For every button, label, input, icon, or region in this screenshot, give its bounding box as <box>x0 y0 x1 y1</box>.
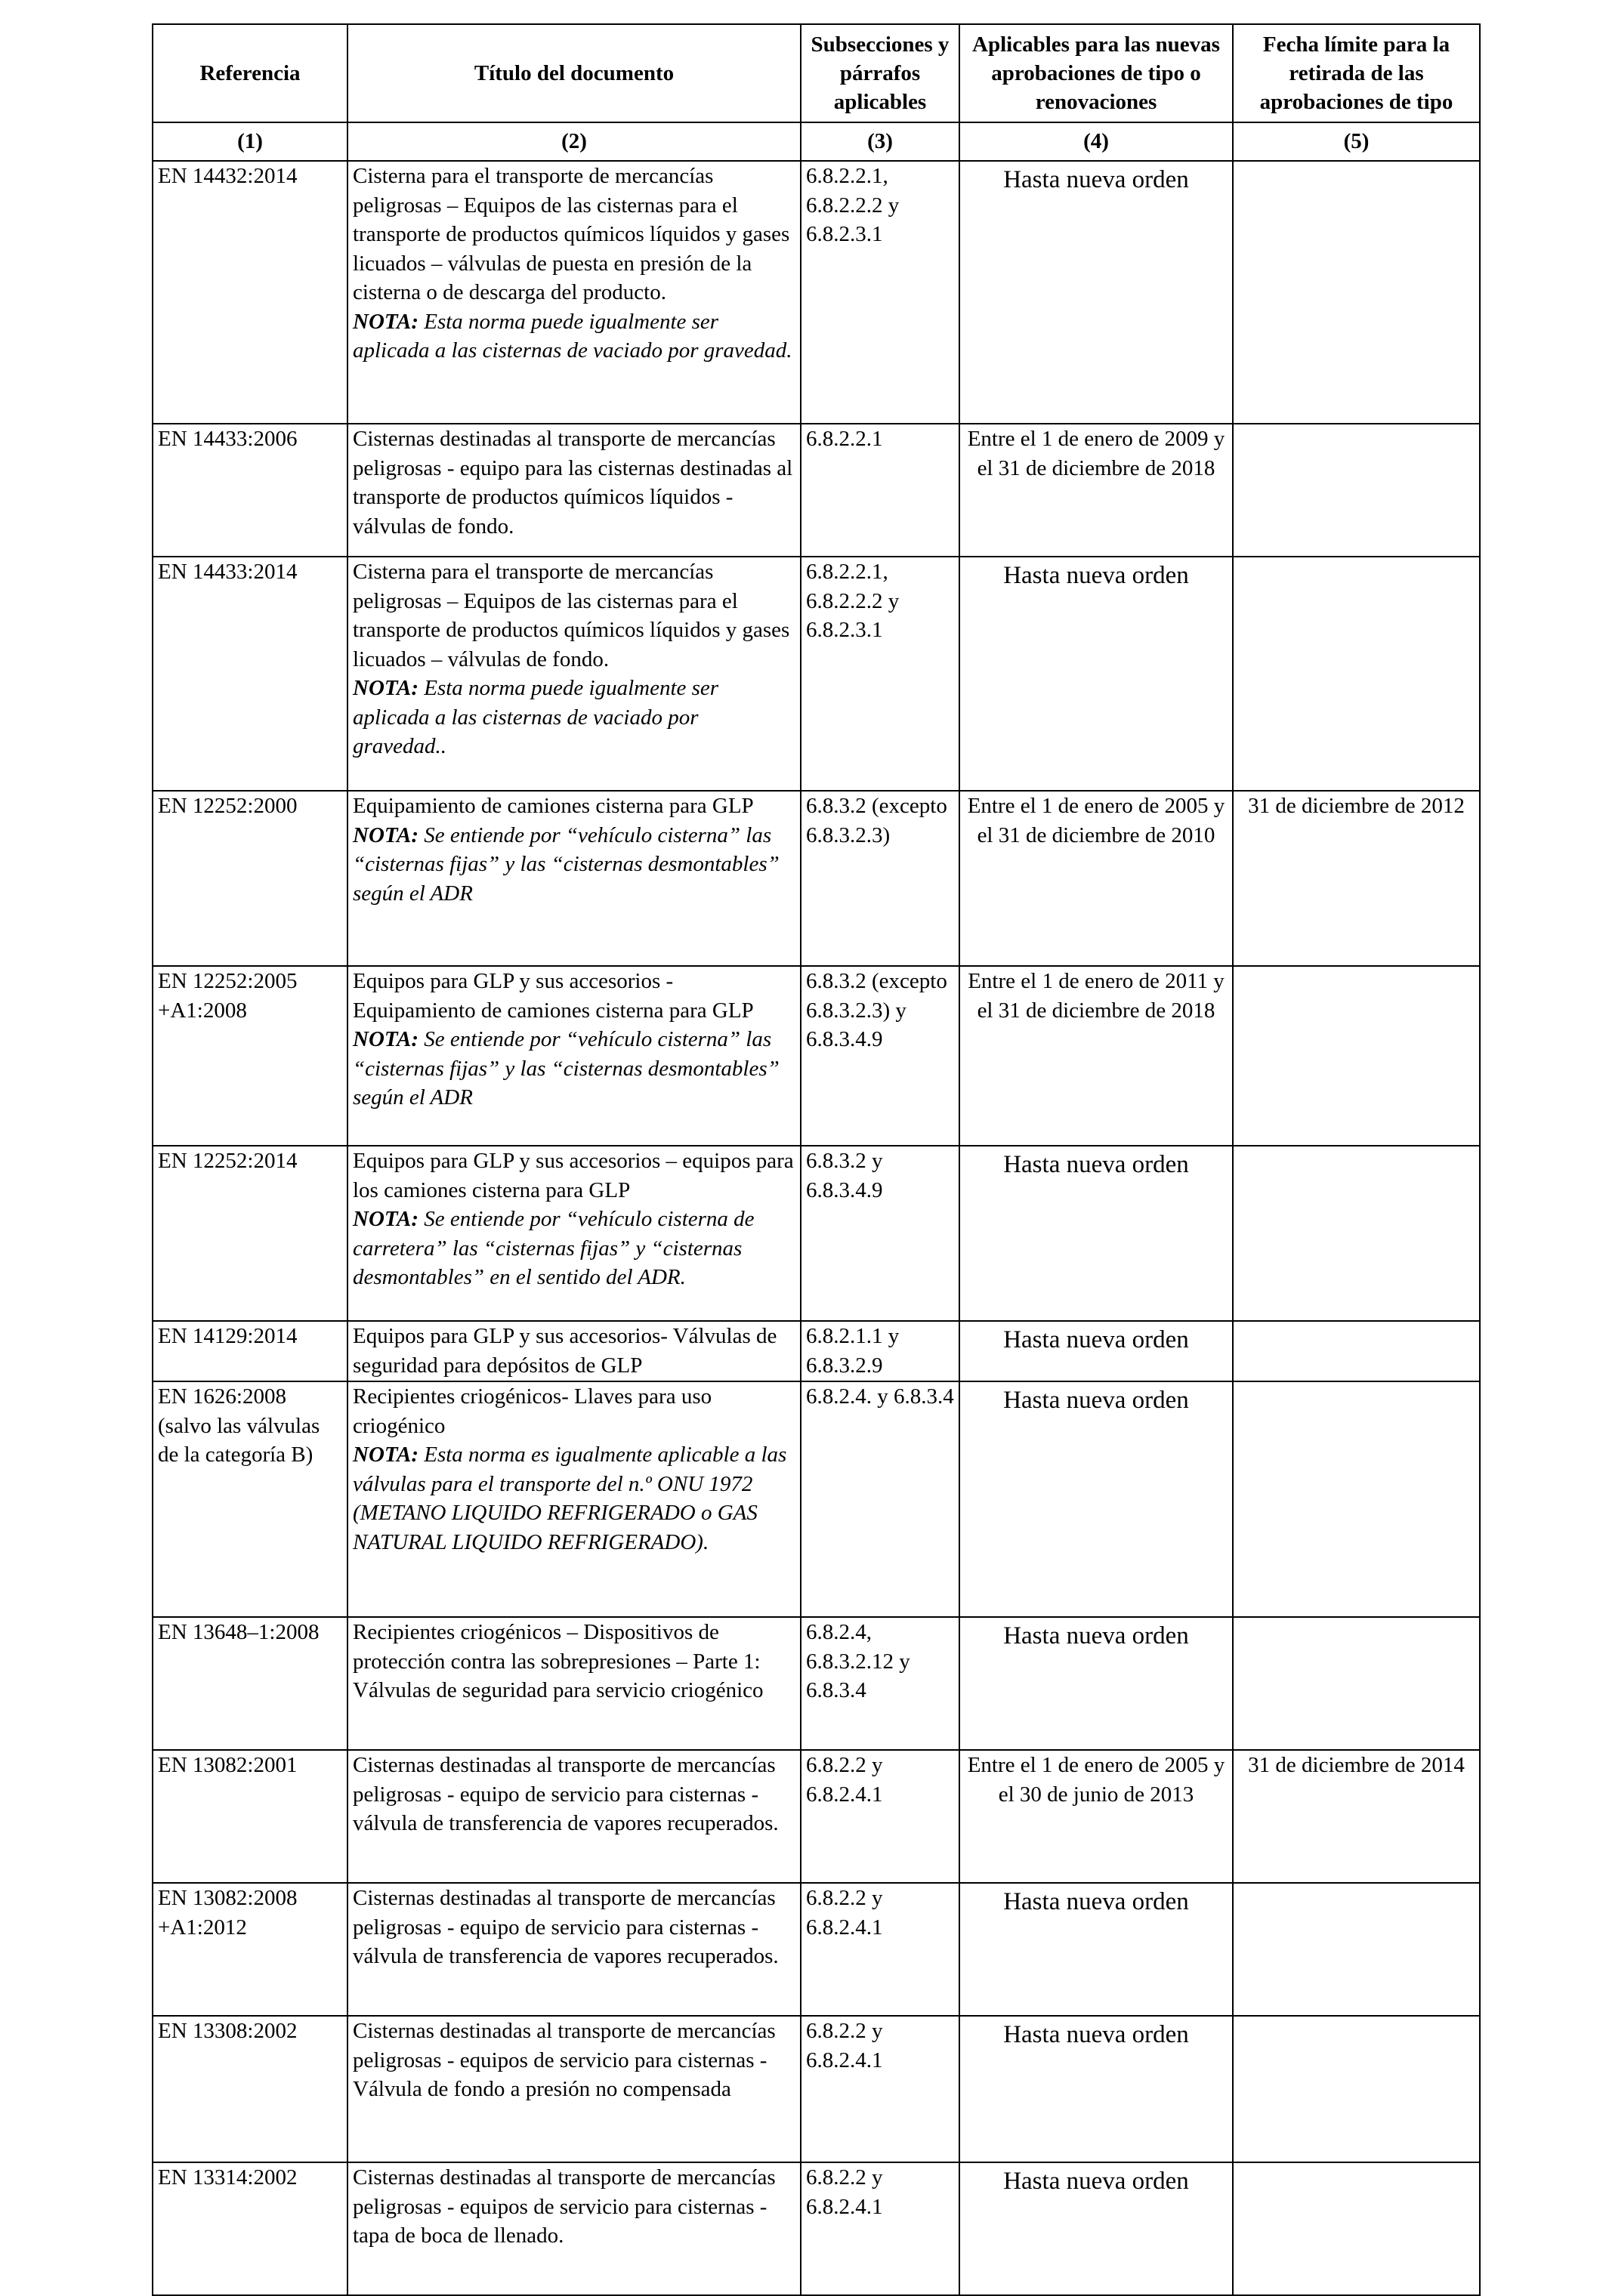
standards-table <box>152 23 1481 2296</box>
title-cell <box>347 161 801 424</box>
deadline-cell <box>1233 2016 1480 2162</box>
deadline-cell <box>1233 424 1480 557</box>
deadline-cell <box>1233 1146 1480 1321</box>
applicable-text: Hasta nueva orden <box>1003 1387 1189 1414</box>
deadline-cell <box>1233 1321 1480 1381</box>
table-row <box>153 966 1480 1146</box>
column-number-row <box>153 122 1480 161</box>
title-cell <box>347 966 801 1146</box>
document-title: Equipos para GLP y sus accesorios - Equipamiento de camiones cisterna para GLP <box>353 969 754 1023</box>
applicable-cell <box>959 966 1233 1146</box>
header-cell: Referencia <box>153 24 347 122</box>
reference-cell: EN 14433:2006 <box>153 424 347 557</box>
document-title: Recipientes criogénicos- Llaves para uso criogénico <box>353 1384 712 1438</box>
deadline-cell <box>1233 161 1480 424</box>
applicable-cell <box>959 1883 1233 2016</box>
note <box>353 676 718 758</box>
table-body <box>153 161 1480 2295</box>
document-title: Cisternas destinadas al transporte de mercancías peligrosas - equipos de servicio para cisternas - Válvula de fondo a presión no compensada <box>353 2019 776 2101</box>
deadline-cell <box>1233 2162 1480 2295</box>
note <box>353 310 792 363</box>
applicable-text: Hasta nueva orden <box>1003 1888 1189 1915</box>
document-title: Cisterna para el transporte de mercancías peligrosas – Equipos de las cisternas para el transporte de productos químicos líquidos y gases licuados – válvulas de puesta en presión de la cisterna o de descarga del producto. <box>353 164 790 304</box>
note-label: NOTA: <box>353 309 418 334</box>
applicable-text: Hasta nueva orden <box>1003 2168 1189 2195</box>
column-number: (5) <box>1233 122 1480 161</box>
applicable-text: Hasta nueva orden <box>1003 1326 1189 1353</box>
applicable-cell <box>959 2162 1233 2295</box>
reference-cell: EN 14433:2014 <box>153 557 347 791</box>
note-label: NOTA: <box>353 1443 418 1467</box>
sections-cell: 6.8.2.2 y 6.8.2.4.1 <box>801 2016 959 2162</box>
note-text: Se entiende por “vehículo cisterna de carretera” las “cisternas fijas” y “cisternas desmontables” en el sentido del ADR. <box>353 1207 755 1289</box>
document-title: Cisterna para el transporte de mercancías peligrosas – Equipos de las cisternas para el transporte de productos químicos líquidos y gases licuados – válvulas de fondo. <box>353 560 790 671</box>
header-cell: Fecha límite para la retirada de las aprobaciones de tipo <box>1233 24 1480 122</box>
title-cell <box>347 1381 801 1617</box>
note-text: Se entiende por “vehículo cisterna” las “cisternas fijas” y las “cisternas desmontables” según el ADR <box>353 1027 780 1109</box>
table-row <box>153 791 1480 966</box>
sections-cell: 6.8.2.4, 6.8.3.2.12 y 6.8.3.4 <box>801 1617 959 1750</box>
note <box>353 823 780 906</box>
sections-cell: 6.8.3.2 y 6.8.3.4.9 <box>801 1146 959 1321</box>
reference-cell: EN 1626:2008 (salvo las válvulas de la categoría B) <box>153 1381 347 1617</box>
note-label: NOTA: <box>353 676 418 700</box>
table-row <box>153 1321 1480 1381</box>
note-text: Esta norma puede igualmente ser aplicada a las cisternas de vaciado por gravedad.. <box>353 676 719 758</box>
table-row <box>153 1883 1480 2016</box>
header-cell: Aplicables para las nuevas aprobaciones de tipo o renovaciones <box>959 24 1233 122</box>
document-title: Equipos para GLP y sus accesorios- Válvulas de seguridad para depósitos de GLP <box>353 1324 777 1378</box>
table-row <box>153 2016 1480 2162</box>
table-row <box>153 1617 1480 1750</box>
sections-cell: 6.8.2.4. y 6.8.3.4 <box>801 1381 959 1617</box>
reference-cell: EN 13082:2008 +A1:2012 <box>153 1883 347 2016</box>
note-text: Esta norma es igualmente aplicable a las válvulas para el transporte del n.º ONU 1972 (METANO LIQUIDO REFRIGERADO o GAS NATURAL LIQUIDO REFRIGERADO). <box>353 1443 787 1554</box>
title-cell <box>347 791 801 966</box>
reference-cell: EN 13082:2001 <box>153 1750 347 1883</box>
deadline-cell <box>1233 966 1480 1146</box>
table-row <box>153 1750 1480 1883</box>
applicable-cell <box>959 1750 1233 1883</box>
deadline-cell: 31 de diciembre de 2012 <box>1233 791 1480 966</box>
header-cell: Subsecciones y párrafos aplicables <box>801 24 959 122</box>
title-cell <box>347 1883 801 2016</box>
reference-cell: EN 14129:2014 <box>153 1321 347 1381</box>
document-title: Cisternas destinadas al transporte de mercancías peligrosas - equipo para las cisternas destinadas al transporte de productos químicos líquidos - válvulas de fondo. <box>353 427 793 539</box>
note-text: Se entiende por “vehículo cisterna” las “cisternas fijas” y las “cisternas desmontables” según el ADR <box>353 822 780 906</box>
document-title: Cisternas destinadas al transporte de mercancías peligrosas - equipo de servicio para cisternas - válvula de transferencia de vapores recuperados. <box>353 1753 779 1835</box>
title-cell <box>347 1321 801 1381</box>
applicable-text: Hasta nueva orden <box>1003 2021 1189 2048</box>
note-text: Esta norma puede igualmente ser aplicada a las cisternas de vaciado por gravedad. <box>353 309 792 363</box>
reference-cell: EN 13308:2002 <box>153 2016 347 2162</box>
applicable-text: Entre el 1 de enero de 2005 y el 31 de diciembre de 2010 <box>967 794 1225 847</box>
note-label: NOTA: <box>353 1027 418 1051</box>
applicable-text: Entre el 1 de enero de 2011 y el 31 de diciembre de 2018 <box>968 969 1225 1023</box>
sections-cell: 6.8.3.2 (excepto 6.8.3.2.3) <box>801 791 959 966</box>
table-row <box>153 161 1480 424</box>
sections-cell: 6.8.2.2 y 6.8.2.4.1 <box>801 1883 959 2016</box>
note <box>353 1443 786 1554</box>
deadline-cell <box>1233 1883 1480 2016</box>
note <box>353 1207 755 1289</box>
note-label: NOTA: <box>353 822 418 847</box>
applicable-cell <box>959 1321 1233 1381</box>
applicable-text: Hasta nueva orden <box>1003 166 1189 193</box>
document-title: Equipos para GLP y sus accesorios – equipos para los camiones cisterna para GLP <box>353 1149 794 1202</box>
document-title: Cisternas destinadas al transporte de mercancías peligrosas - equipos de servicio para cisternas - tapa de boca de llenado. <box>353 2165 776 2248</box>
applicable-cell <box>959 557 1233 791</box>
header-cell: Título del documento <box>347 24 801 122</box>
title-cell <box>347 1146 801 1321</box>
title-cell <box>347 424 801 557</box>
note <box>353 1027 780 1109</box>
applicable-text: Entre el 1 de enero de 2005 y el 30 de junio de 2013 <box>967 1753 1225 1807</box>
column-number: (1) <box>153 122 347 161</box>
deadline-cell <box>1233 557 1480 791</box>
sections-cell: 6.8.2.2.1, 6.8.2.2.2 y 6.8.2.3.1 <box>801 557 959 791</box>
table-row <box>153 2162 1480 2295</box>
reference-cell: EN 12252:2000 <box>153 791 347 966</box>
table-row <box>153 1146 1480 1321</box>
applicable-text: Hasta nueva orden <box>1003 562 1189 589</box>
title-cell <box>347 557 801 791</box>
applicable-text: Entre el 1 de enero de 2009 y el 31 de diciembre de 2018 <box>967 427 1225 480</box>
deadline-cell: 31 de diciembre de 2014 <box>1233 1750 1480 1883</box>
column-number: (3) <box>801 122 959 161</box>
applicable-cell <box>959 1617 1233 1750</box>
sections-cell: 6.8.2.2.1, 6.8.2.2.2 y 6.8.2.3.1 <box>801 161 959 424</box>
reference-cell: EN 13648–1:2008 <box>153 1617 347 1750</box>
reference-cell: EN 12252:2014 <box>153 1146 347 1321</box>
table-row <box>153 424 1480 557</box>
document-title: Cisternas destinadas al transporte de mercancías peligrosas - equipo de servicio para cisternas - válvula de transferencia de vapores recuperados. <box>353 1886 779 1968</box>
applicable-cell <box>959 791 1233 966</box>
sections-cell: 6.8.3.2 (excepto 6.8.3.2.3) y 6.8.3.4.9 <box>801 966 959 1146</box>
column-number: (2) <box>347 122 801 161</box>
deadline-cell <box>1233 1617 1480 1750</box>
title-cell <box>347 2162 801 2295</box>
column-number: (4) <box>959 122 1233 161</box>
reference-cell: EN 14432:2014 <box>153 161 347 424</box>
sections-cell: 6.8.2.1.1 y 6.8.3.2.9 <box>801 1321 959 1381</box>
applicable-text: Hasta nueva orden <box>1003 1622 1189 1649</box>
note-label: NOTA: <box>353 1207 418 1231</box>
title-cell <box>347 1750 801 1883</box>
reference-cell: EN 12252:2005 +A1:2008 <box>153 966 347 1146</box>
applicable-text: Hasta nueva orden <box>1003 1151 1189 1178</box>
sections-cell: 6.8.2.2.1 <box>801 424 959 557</box>
applicable-cell <box>959 1146 1233 1321</box>
reference-cell: EN 13314:2002 <box>153 2162 347 2295</box>
applicable-cell <box>959 161 1233 424</box>
title-cell <box>347 1617 801 1750</box>
applicable-cell <box>959 424 1233 557</box>
applicable-cell <box>959 2016 1233 2162</box>
deadline-cell <box>1233 1381 1480 1617</box>
title-cell <box>347 2016 801 2162</box>
document-title: Equipamiento de camiones cisterna para GLP <box>353 794 754 818</box>
header-row <box>153 24 1480 122</box>
document-title: Recipientes criogénicos – Dispositivos de protección contra las sobrepresiones – Parte 1: Válvulas de seguridad para servicio criogénico <box>353 1620 764 1702</box>
table-row <box>153 1381 1480 1617</box>
sections-cell: 6.8.2.2 y 6.8.2.4.1 <box>801 2162 959 2295</box>
table-row <box>153 557 1480 791</box>
applicable-cell <box>959 1381 1233 1617</box>
sections-cell: 6.8.2.2 y 6.8.2.4.1 <box>801 1750 959 1883</box>
